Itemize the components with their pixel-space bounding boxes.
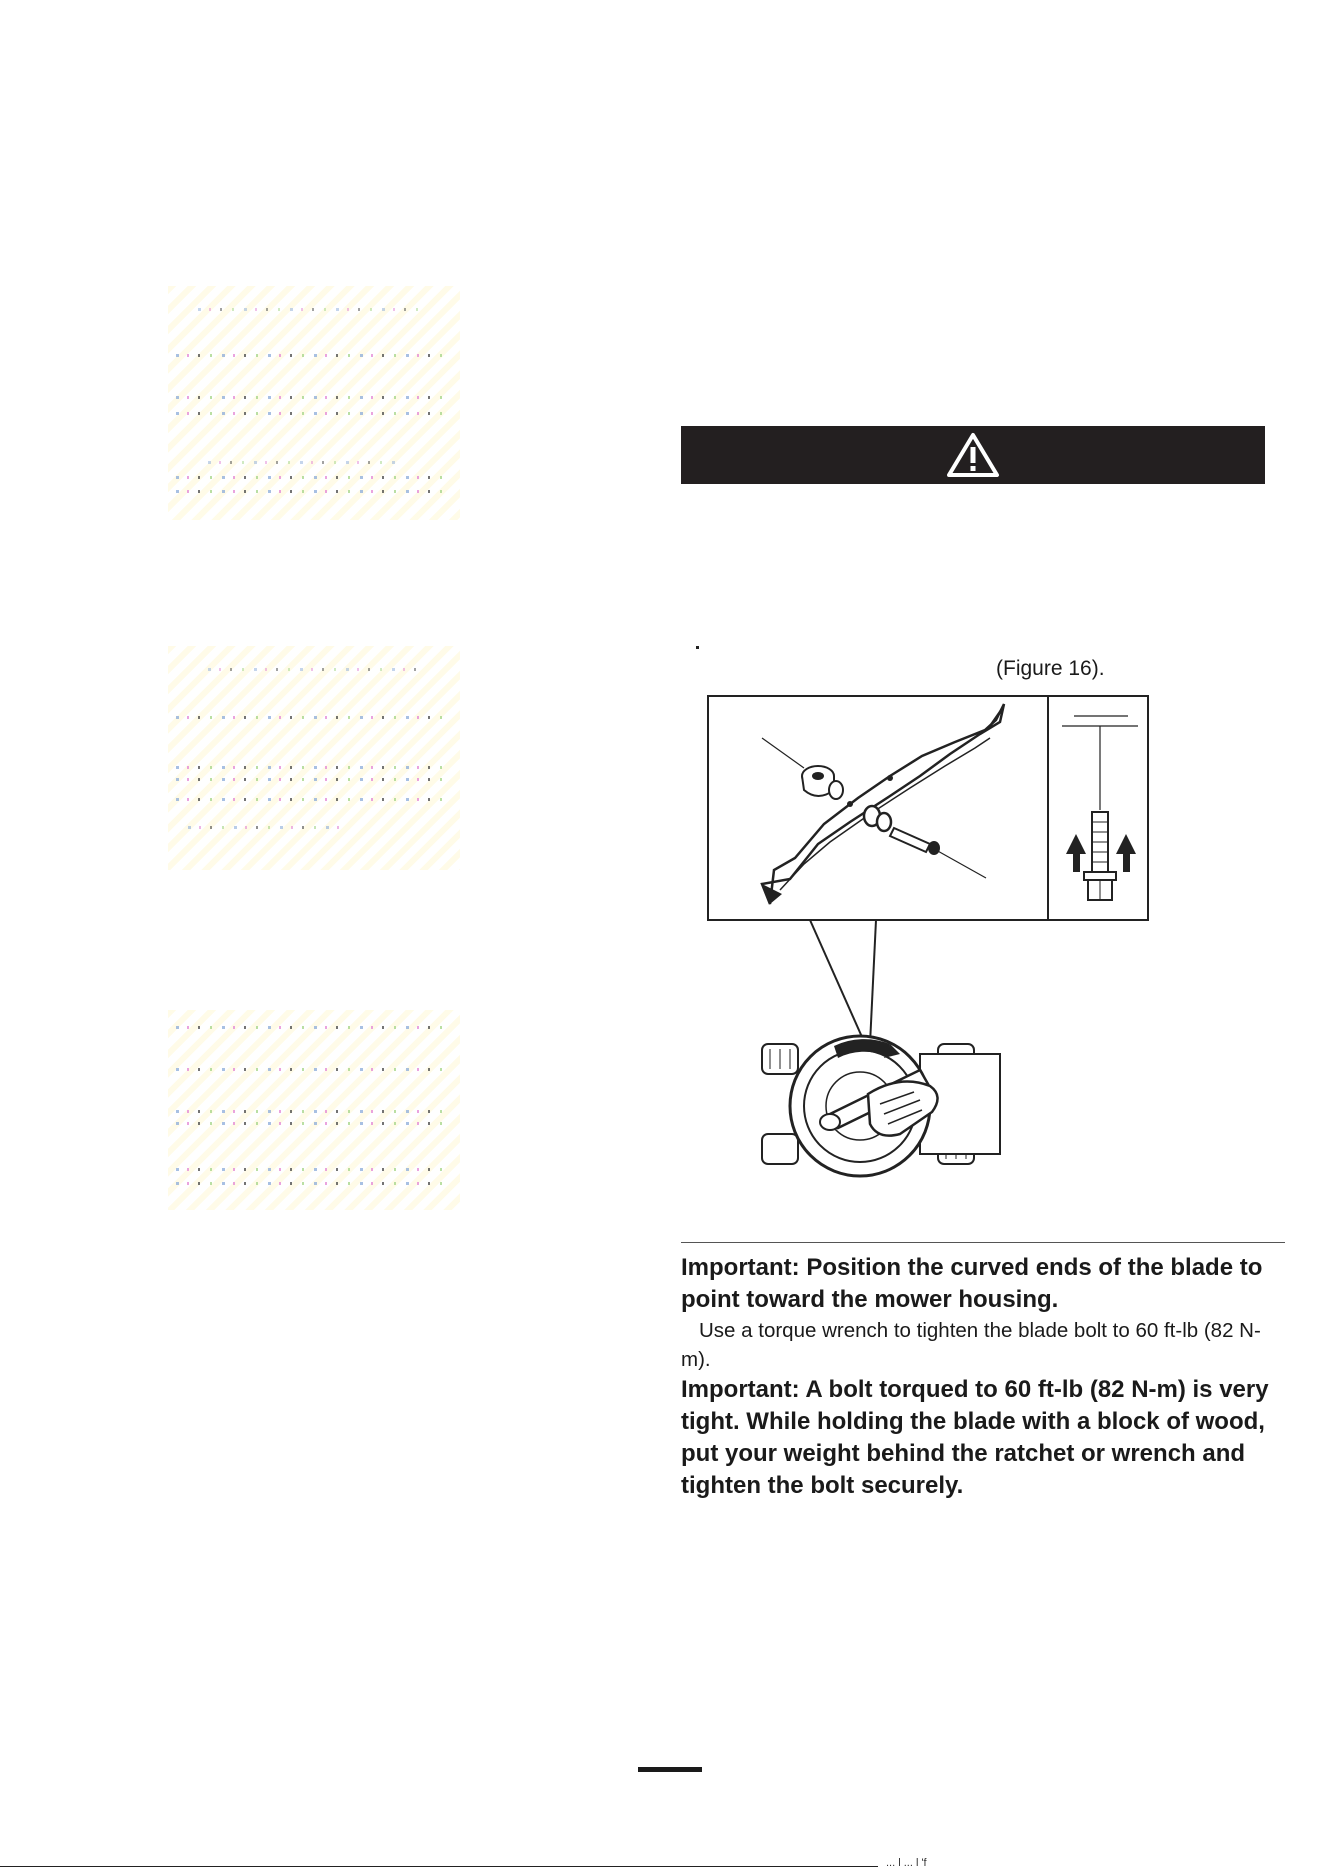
blade-assembly-figure — [700, 694, 1160, 1194]
figure-reference: (Figure 16). — [996, 657, 1105, 680]
important-note-bolt-tightening: Important: A bolt torqued to 60 ft-lb (82 N-m) is very tight. While holding the blade with a block of wood, put your weight behind the ratchet or wrench and tighten the bolt securely. — [681, 1376, 1269, 1499]
illegible-text-block-2 — [168, 646, 460, 870]
warning-banner — [681, 426, 1265, 484]
illegible-text-block-1 — [168, 286, 460, 520]
step-torque-instruction: Use a torque wrench to tighten the blade bolt to 60 ft-lb (82 N-m). — [681, 1319, 1261, 1371]
stray-mark — [696, 646, 699, 649]
section-divider — [681, 1242, 1285, 1243]
footer-fragment: ... l ... l 'f — [886, 1857, 927, 1869]
important-note-blade-orientation: Important: Position the curved ends of the blade to point toward the mower housing. — [681, 1254, 1263, 1313]
warning-triangle-icon — [946, 432, 1000, 478]
instructions-text — [681, 1252, 1285, 1502]
footer-rule — [0, 1866, 878, 1867]
page-number-bar — [638, 1767, 702, 1772]
illegible-text-block-3 — [168, 1010, 460, 1210]
figure-frame — [708, 696, 1148, 920]
